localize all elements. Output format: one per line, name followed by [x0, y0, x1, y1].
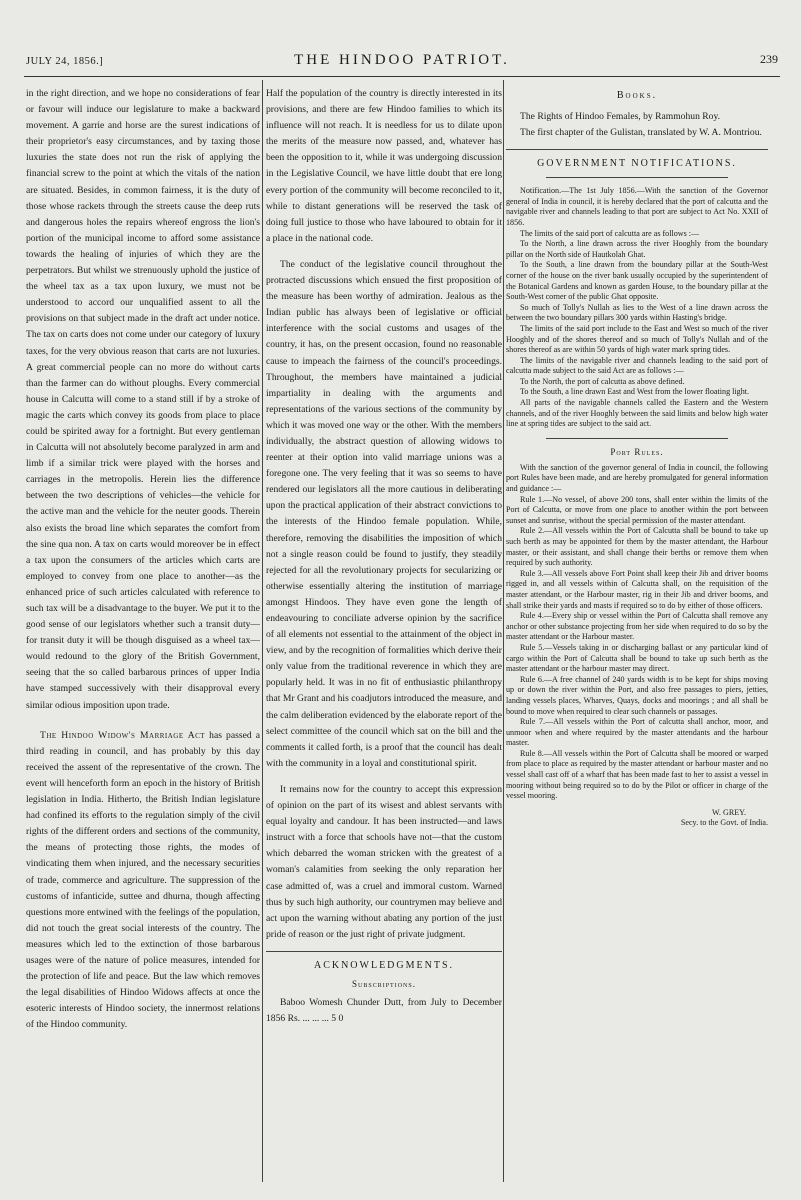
page-number: 239	[760, 52, 778, 66]
editorial-paragraph: The conduct of the legislative council throughout the protracted discussions which ensued the first proposition of the measure has been worthy of admiration. Jealous as the Indian public has always been of legislative or official interference with the social customs and usages of the country, it has, on the present occasion, found no reasonable cause to impeach the fairness of the council's proceedings. Throughout, the members have maintained a judicial impartiality in dealing with the arguments and representations of the various sections of the community by which it was moved one way or the other. With the members individually, the abstract question of allowing widows to reenter at their option into valid marriage unions was a foregone one. The very feeling that it was so seems to have rendered our legislators all the more cautious in deliberating upon the practical application of their abstract convictions to the interests of the Hindoo female population. While, therefore, removing the disabilities the imposition of which not a single reason could be found to justify, they steadily rejected for all the revolutionary projects for secularizing or otherwise essentially altering the institution of marriage amongst Hindoos. They have even gone the length of endeavouring to conciliate adverse opinion by the sacrifice of all elements not essential to the attainment of the object in view, and by the recognition of formalities which derive their only value from the traditional reverence in which they are popularly held. It was in no fit of enthusiastic philanthropy that Mr Grant and his coadjutors introduced the measure, and the calm deliberation evidenced by the elaborate report of the select committee of the council which sat on the bill and the comments it called forth, is a proof that the council has dealt with the community in a loyal and constitutional spirit.	[266, 258, 502, 769]
port-rule: Rule 6.—A free channel of 240 yards width is to be kept for ships moving up or down the river within the Port, and also free passages to piers, jetties, landing vessels places, Wharves, Quays, docks and moorings ; and all shall be bound to move when required to clear such channels or passages.	[506, 674, 768, 716]
column-middle	[266, 86, 502, 1180]
notification-paragraph: The limits of the navigable river and channels leading to the said port of calcutta made subject to the said Act are as follows :—	[506, 355, 768, 376]
notification-paragraph: So much of Tolly's Nullah as lies to the West of a line drawn across the between the two boundary pillars 300 yards within Hasting's bridge.	[506, 302, 768, 323]
notification-paragraph: To the North, a line drawn across the river Hooghly from the boundary pillar on the North side of Hautkolah Ghat.	[506, 239, 768, 259]
port-rule: Rule 1.—No vessel, of above 200 tons, shall enter within the limits of the Port of Calcutta, or move from one place to another within the port between sunset and sunrise, without the special permission of the master attendant.	[506, 494, 768, 525]
section-rule	[546, 438, 728, 439]
masthead-title: THE HINDOO PATRIOT.	[294, 52, 510, 68]
notification-paragraph: The limits of the said port of calcutta are as follows :—	[520, 228, 700, 238]
editorial-paragraph: It remains now for the country to accept this expression of opinion on the part of its wisest and ablest servants with equal loyalty and candour. It has been instructed—and laws instruct with a force that schools have not—that the custom which debarred the woman stricken with the greatest of a woman's calamities from seeking the only reparation her case admitted of, was a cruel and immoral custom. Warned thus by such high authority, our countrymen may believe and act upon the warning without abating any portion of the just pride of reason or the just right of private judgment.	[266, 783, 502, 940]
book-entry: The first chapter of the Gulistan, translated by W. A. Montriou.	[520, 127, 762, 139]
section-rule	[266, 951, 502, 952]
port-rule: Rule 4.—Every ship or vessel within the Port of Calcutta shall remove any anchor or other substance projecting from her side when required to do so by the master attendant or the Harbour master.	[506, 611, 768, 642]
notification-paragraph: All parts of the navigable channels called the Eastern and the Western channels, and of the river Hooghly between the said limits and below high water line at spring tides are subject to the said act.	[506, 398, 768, 429]
page-header	[26, 50, 778, 72]
section-rule	[506, 149, 768, 150]
port-rule: Rule 8.—All vessels within the Port of Calcutta shall be moored or warped from place to place as required by the master attendant or harbour master and no vessel shall cast off of a wharf that has been made fast to her to assist a vessel in mooring without being required so to do by the Pilot or officer in charge of the vessel mooring.	[506, 748, 768, 801]
notification-paragraph: Notification.—The 1st July 1856.—With the sanction of the Governor general of India in council, it is hereby declared that the port of calcutta and the navigable river and channels leading to that port are subject to Act No. XXII of 1856.	[506, 186, 768, 227]
port-rules-heading: Port Rules.	[610, 446, 664, 457]
subscription-entry: Baboo Womesh Chunder Dutt, from July to December 1856 Rs. ... ... ... 5 0	[266, 996, 502, 1024]
section-rule	[546, 177, 728, 178]
editorial-paragraph: Half the population of the country is directly interested in its provisions, and there are few Hindoo families to which its influence will not reach. It is needless for us to dilate upon the merits of the measure now passed, and, whatever has been the opposition to it, while it was undergoing discussion in the Legislative Council, we have little doubt that ere long every portion of the community will become reconciled to it, while to distant generations will be reserved the task of doing full justice to those who have laboured to obtain for it a place in the national code.	[266, 88, 502, 244]
column-right	[506, 86, 768, 1180]
widow-act-paragraph	[26, 728, 260, 1034]
port-rule: Rule 2.—All vessels within the Port of Calcutta shall be bound to take up such berth as may be appointed for them by the master attendant, the Harbour master, or their assistant, and shall change their berths or remove them when required by such authority.	[506, 526, 768, 568]
column-divider	[503, 80, 504, 1182]
widow-act-text: has passed a third reading in council, and has probably by this day received the assent of the representative of the crown. The event will henceforth form an epoch in the history of British legislation in India. Hitherto, the British Indian legislature had confined its efforts to the regulation simply of the civil rights of the different orders and sections of the community, the means of protecting those rights, the modes of vindicating them when injured, and the necessary securities of trade, commerce and agriculture. The suppression of the customs of infanticide, suttee and dhurna, though affecting questions more entwined with the feelings of the population, did not touch the great social interests of the country. The measures which led to the extinction of those barbarous usages were of the nature of police measures, intended for the protection of life and peace. But the law which removes the legal disabilities of Hindoo Widows affects at once the esoteric interests of Hindoo society, the innermost relations of the Hindoo community.	[26, 729, 260, 1031]
signature-name: W. GREY.	[712, 807, 746, 817]
book-entry: The Rights of Hindoo Females, by Rammohun Roy.	[520, 111, 721, 122]
government-notifications-heading: GOVERNMENT NOTIFICATIONS.	[537, 158, 737, 170]
header-rule	[24, 76, 780, 77]
editorial-paragraph: in the right direction, and we hope no considerations of fear or favour will induce our legislature to make a backward movement. A garrie and horse are the surest indications of their proprietor's easy circumstances, and by taxing those luxuries the state does not run the risk of applying the financial screw to the point at which the vitals of the nation are situated. Besides, in common fairness, it is the duty of those whose rackets through the streets cause the deep ruts and dangerous holes the repairs whereof engross the lion's portion of the municipal income to afford some assistance towards the healing of injuries of which they are the perpetrators. But whilst we strenuously uphold the justice of the wheel tax as a tax upon luxury, we must not be understood to accord our unqualified assent to all the provisions on that subject made in the draft act under notice. The tax on carts does not come under our category of luxury taxes, for the very obvious reason that carts are not luxuries. A great commercial people can no more do without carts than the farmer can do without ploughs. Every commercial house in Calcutta will come to a stand still if by a stroke of magic the carts which convey its goods from place to place could be spirited away for a fortnight. But every gentleman in Calcutta will not absolutely become paralyzed in arm and limb if a similar trick were played with the horses and carriages in the metropolis. Herein lies the difference between the two descriptions of vehicles—the vehicle for the active man and the vehicle for the neuter goods. Therein also exists the broad line which separates the comfort from the sine qua non. A tax on carts would moreover be in effect a tax upon the consumers of the articles which carts are employed to convey from one place to another—as the enhanced price of such articles calculated with reference to such tax will be a disadvantage to the buyer. We put it to the good sense of our legislators whether such a transit duty—for transit duty it will be though disguised as a wheel tax—would redound to the glory of the British Government, seeing that the so called barbarous princes of upper India have stamped successively with their disapproval every similar odious imposition upon trade.	[26, 88, 260, 711]
notification-paragraph: To the North, the port of calcutta as above defined.	[520, 376, 685, 386]
notification-paragraph: To the South, a line drawn East and West from the lower floating light.	[520, 387, 750, 397]
subscriptions-heading: Subscriptions.	[352, 978, 416, 989]
notification-paragraph: To the South, a line drawn from the boundary pillar at the South-West corner of the house on the river bank usually occupied by the superintendent of the Botanical Gardens and known as garden House, to the boundary pillar at the South-West corner of the public Ghat opposite.	[506, 260, 768, 302]
signature-title: Secy. to the Govt. of India.	[680, 818, 768, 828]
port-rule: Rule 5.—Vessels taking in or discharging ballast or any particular kind of cargo within the Port of Calcutta shall be bound to take up such berth as the master attendant or the harbour master may direct.	[506, 642, 768, 674]
acknowledgments-heading: ACKNOWLEDGMENTS.	[313, 959, 455, 971]
widow-act-title: The Hindoo Widow's Marriage Act	[40, 729, 206, 741]
port-rule: Rule 7.—All vessels within the Port of calcutta shall anchor, moor, and unmoor when and where required by the master attendants and the harbour master.	[506, 717, 768, 748]
port-rule: Rule 3.—All vessels above Fort Point shall keep their Jib and driver booms rigged in, and all vessels within of Calcutta shall, on the requisition of the master attendant, or the Harbour master, rig in their Jib and driver booms, and shall strike their yards and masts if required so to do by either of those officers.	[506, 568, 768, 610]
port-rule: With the sanction of the governor general of India in council, the following port Rules have been made, and are hereby promulgated for general information and guidance :—	[506, 462, 768, 494]
books-heading: Books.	[616, 90, 658, 101]
header-date: JULY 24, 1856.]	[26, 56, 104, 67]
notification-paragraph: The limits of the said port include to the East and West so much of the river Hooghly and of the shores thereof and so much of Tolly's Nullah and of the shores thereof as are within 50 yards of high water mark spring tides.	[506, 323, 768, 355]
column-divider	[262, 80, 263, 1182]
column-left	[26, 86, 260, 1180]
